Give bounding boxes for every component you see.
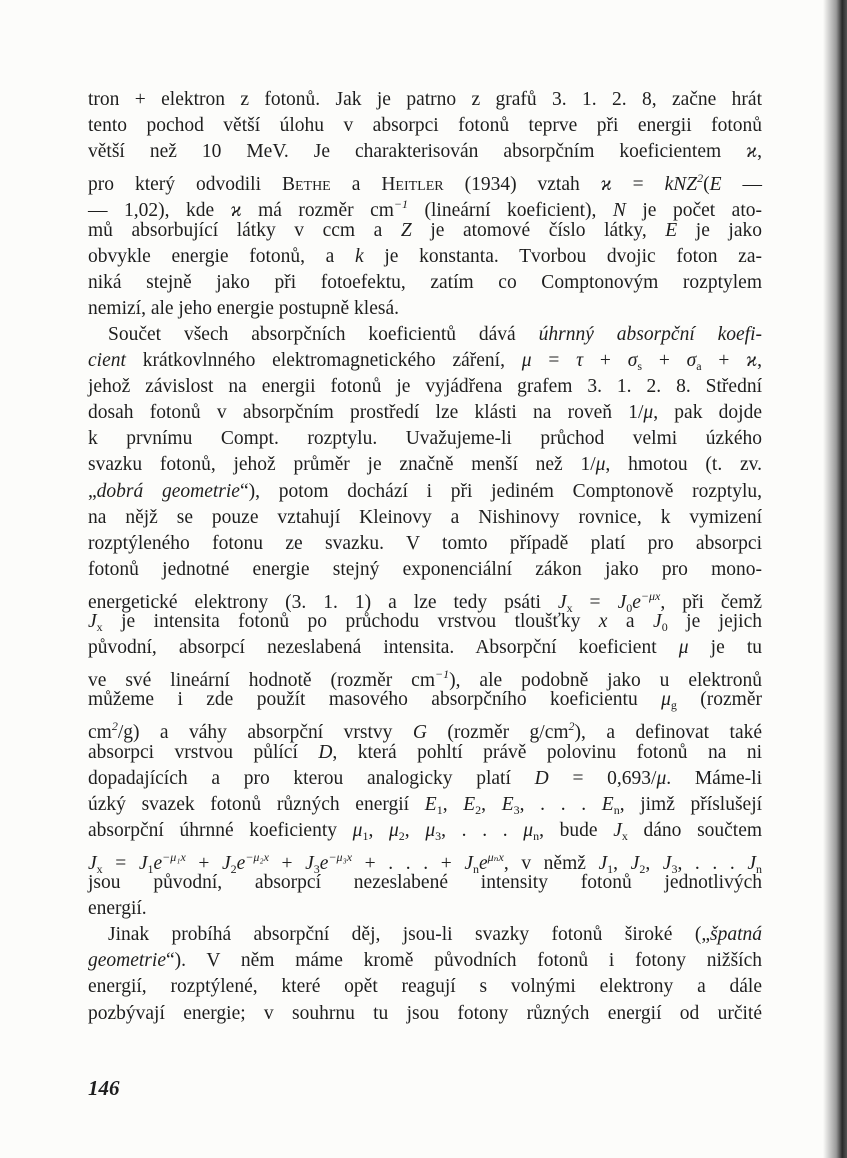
text-span: μ [425,819,436,841]
text-line [88,375,762,399]
text-span: E [665,219,678,241]
text-span: μ [643,402,654,424]
text-span: tento pochod větší úlohu v absorpci fotonů teprve při energii fotonů [88,115,762,137]
text-span: e [478,852,488,874]
text-span: (1934) vztah [443,174,601,196]
text-span: μ [389,819,399,841]
text-span: J [747,852,757,874]
text-span: μₙx [487,849,504,864]
text-span: cient [88,350,126,371]
text-span: 1 [436,802,443,817]
text-span: + . . . + [352,852,465,874]
text-span: x [621,828,628,843]
text-span: μ [523,819,534,841]
text-span: , v němž [503,852,599,874]
text-span: = [531,350,577,371]
text-span: 2 [639,861,646,876]
text-span: D [318,741,333,763]
page-number: 146 [88,1076,120,1100]
text-span: Součet všech absorpčních koeficientů dává [108,323,539,345]
text-span: ), a definovat také [574,722,763,744]
text-span: má rozměr cm [241,200,394,222]
text-span: — 1,02), kde [88,200,231,222]
text-span: J [662,852,672,874]
text-span: = [572,591,618,613]
text-span: , [404,819,426,841]
text-line [88,949,762,973]
text-span: 0 [661,620,668,634]
text-span: špatná [709,924,762,946]
text-span: J [222,852,231,874]
text-span: ϰ [746,350,758,371]
text-span: 1 [147,861,154,876]
text-span: J [88,852,97,874]
text-line [88,975,762,999]
text-span: J [613,819,622,841]
text-span: μ [661,689,671,711]
text-span: absorpční úhrnné koeficienty [88,819,353,841]
text-line [88,140,762,164]
text-span: E [501,793,514,815]
text-span: Bethe [281,174,331,196]
text-span: J [598,852,608,874]
text-span: , . . . [677,852,748,874]
text-span: σ [627,350,638,371]
text-line [88,767,762,791]
text-span: n [472,861,479,876]
text-span: tron + elektron z fotonů. Jak je patrno z grafů 3. 1. 2. 8, začne hrát [88,89,762,110]
text-span: , [645,852,663,874]
text-span: + [701,350,747,371]
text-span: = [102,852,139,874]
text-span: J [617,591,627,613]
text-span: = [611,174,665,196]
text-line [88,349,762,378]
text-span: x [96,861,103,876]
text-span: je jejich [667,611,762,632]
text-span: (rozměr g/cm [426,722,569,744]
text-line [88,819,762,848]
text-span: je tu [688,637,762,659]
text-span: 1 [607,861,614,876]
scan-edge-shadow [823,0,847,1158]
text-span: . Máme-li [666,767,762,789]
text-span: rozptýleného fotonu ze svazku. V tomto případě platí pro absorpci [88,532,762,554]
text-span: J [557,591,567,613]
text-span: J [138,852,148,874]
text-span: 3 [671,861,678,876]
text-line [88,506,762,530]
text-span: a [330,174,382,196]
text-span: , . . . [441,819,524,841]
text-span: x [566,600,573,615]
text-span: + [583,350,628,371]
text-span: + [185,852,222,874]
text-line [88,453,762,477]
text-span: je jako [677,219,762,241]
text-line [88,1002,762,1026]
text-span: 3 [513,802,520,817]
text-span: , [757,350,762,371]
text-span: dopadajících a pro kterou analogicky platí [88,767,535,789]
text-span: J [464,852,473,874]
text-span: N [612,200,626,222]
text-span: ϰ [746,141,758,163]
text-span: — [721,174,763,196]
text-line [88,114,762,138]
text-span: k [355,245,364,267]
text-span: geometrie [88,950,166,972]
text-span: ), ale podobně jako u elektronů [449,670,763,692]
text-line [88,897,762,921]
text-span: , hmotou (t. zv. [605,454,762,476]
text-span: můžeme i zde použít masového absorpčního koeficientu [88,689,662,711]
text-span: pro který odvodili [88,174,282,196]
text-span: s [637,359,643,373]
text-span: D [534,767,549,789]
text-span: e [319,852,329,874]
text-span: x [598,611,608,632]
text-span: x [96,620,103,634]
text-span: J [88,611,97,632]
text-span: Jinak probíhá absorpční děj, jsou-li svazky fotonů široké („ [108,924,710,946]
text-span: −μ₁x [162,849,186,864]
text-span: + [642,350,687,371]
text-span: 2 [568,719,575,734]
text-span: “), potom dochází i při jediném Comptonově rozptylu, [239,480,763,502]
text-span: , která pohltí právě polovinu fotonů na ni [332,741,762,763]
text-span: E [424,793,437,815]
text-span: E [709,174,722,196]
text-span: „ [88,480,97,502]
text-line [88,871,762,895]
text-span: “). V něm máme kromě původních fotonů i fotony nižších [165,950,762,972]
text-span: Z [400,219,412,241]
text-line [88,219,762,243]
text-span: k prvnímu Compt. rozptylu. Uvažujeme-li průchod velmi úzkého [88,428,762,450]
text-span: e [236,852,246,874]
text-span: σ [686,350,697,371]
text-line [88,401,762,425]
text-line [88,636,762,660]
text-span: g [670,698,677,713]
text-span: dosah fotonů v absorpčním prostředí lze klásti na roveň 1/ [88,402,644,424]
text-span: (lineární koeficient), [408,200,613,222]
text-span: G [412,722,427,744]
text-span: + [268,852,306,874]
text-span: a [696,359,702,373]
text-span: J [653,611,662,632]
text-span: /g) a váhy absorpční vrstvy [117,722,413,744]
text-span: 0 [626,600,633,615]
text-span: větší než 10 MeV. Je charakterisován absorpčním koeficientem [88,141,747,163]
text-line [88,610,762,639]
text-span: energií, rozptýlené, které opět reagují s volnými elektrony a dále [88,976,762,998]
text-span: energetické elektrony (3. 1. 1) a lze tedy psáti [88,591,558,613]
text-span: krátkovlnného elektromagnetického záření, [125,350,522,371]
text-span: −μ₃x [328,849,353,864]
text-span: , [481,793,502,815]
text-span: původní, absorpcí nezeslabená intensita. Absorpční koeficient [88,637,679,659]
text-line [88,88,762,112]
text-span: −μ₂x [245,849,269,864]
text-span: E [463,793,476,815]
text-span: , pak dojde [653,402,762,424]
text-span: −1 [393,197,409,212]
text-line [88,427,762,451]
text-span: , při čemž [660,591,762,613]
text-span: ( [703,174,710,196]
text-span: (rozměr [676,689,762,711]
text-line [88,271,762,295]
text-span: a [607,611,654,632]
text-span: cm [88,722,112,744]
text-span: e [153,852,163,874]
text-span: n [756,861,763,876]
text-span: je konstanta. Tvorbou dvojic foton za- [363,245,762,267]
text-span: , [442,793,464,815]
text-span: −μx [640,588,661,603]
text-line [88,480,762,504]
text-span: J [305,852,314,874]
text-span: svazku fotonů, jehož průměr je značně menší než 1/ [88,454,596,476]
text-span: , [368,819,389,841]
text-span: 3 [435,828,442,843]
text-span: 2 [475,802,482,817]
text-span: , bude [539,819,614,841]
text-span: , [613,852,631,874]
text-span: , jimž příslušejí [619,793,763,815]
text-span: μ [595,454,606,476]
text-line [88,245,762,269]
text-span: 2 [230,861,237,876]
text-span: 3 [313,861,320,876]
text-span: kNZ [664,174,698,196]
text-span: je intensita fotonů po průchodu vrstvou tloušťky [102,611,599,632]
text-span: μ [352,819,363,841]
text-span: J [630,852,640,874]
text-span: μ [521,350,532,371]
text-line [88,558,762,582]
text-span: , [757,141,762,163]
text-span: dobrá geometrie [96,480,240,502]
text-span: E [601,793,614,815]
text-span: , . . . [519,793,602,815]
text-span: dáno součtem [627,819,763,841]
text-line [88,297,762,321]
text-span: e [632,591,641,613]
text-span: jsou původní, absorpcí nezeslabené intensity fotonů jednotlivých [88,872,762,893]
text-span: úzký svazek fotonů různých energií [88,793,425,815]
text-line [88,323,762,347]
text-span: 1 [362,828,369,843]
text-span: μ [656,767,667,789]
text-span: n [613,802,620,817]
text-span: úhrnný absorpční koefi- [538,323,762,345]
text-span: nemizí, ale jeho energie postupně klesá. [88,297,399,319]
text-span: energií. [88,898,147,920]
text-line [88,532,762,556]
text-span: = 0,693/ [548,767,657,789]
text-span: 2 [697,171,704,186]
text-span: ve své lineární hodnotě (rozměr cm [88,670,435,692]
text-line [88,923,762,947]
text-span: niká stejně jako při fotoefektu, zatím co Comptonovým rozptylem [88,271,762,293]
text-span: 2 [111,719,118,734]
text-span: jehož závislost na energii fotonů je vyjádřena grafem 3. 1. 2. 8. Střední [88,376,762,398]
text-span: τ [576,350,584,371]
text-span: absorpci vrstvou půlící [88,741,319,763]
text-span: na nějž se pouze vztahují Kleinovy a Nishinovy rovnice, k vymizení [88,506,762,528]
text-span: pozbývají energie; v souhrnu tu jsou fotony různých energií od určité [88,1002,762,1024]
text-span: ϰ [600,174,612,196]
text-span: μ [678,637,689,659]
text-line [88,688,762,717]
text-line [88,741,762,765]
text-span: ϰ [230,200,242,222]
text-span: 2 [398,828,405,843]
text-span: Heitler [381,174,444,196]
text-span: fotonů jednotné energie stejný exponenciální zákon jako pro mono- [88,558,762,580]
text-span: −1 [435,667,450,682]
text-span: obvykle energie fotonů, a [88,245,356,267]
text-span: je počet ato- [625,200,762,222]
text-span: n [533,828,540,843]
text-span: mů absorbující látky v ccm a [88,219,401,241]
text-line [88,793,762,822]
text-span: je atomové číslo látky, [411,219,666,241]
